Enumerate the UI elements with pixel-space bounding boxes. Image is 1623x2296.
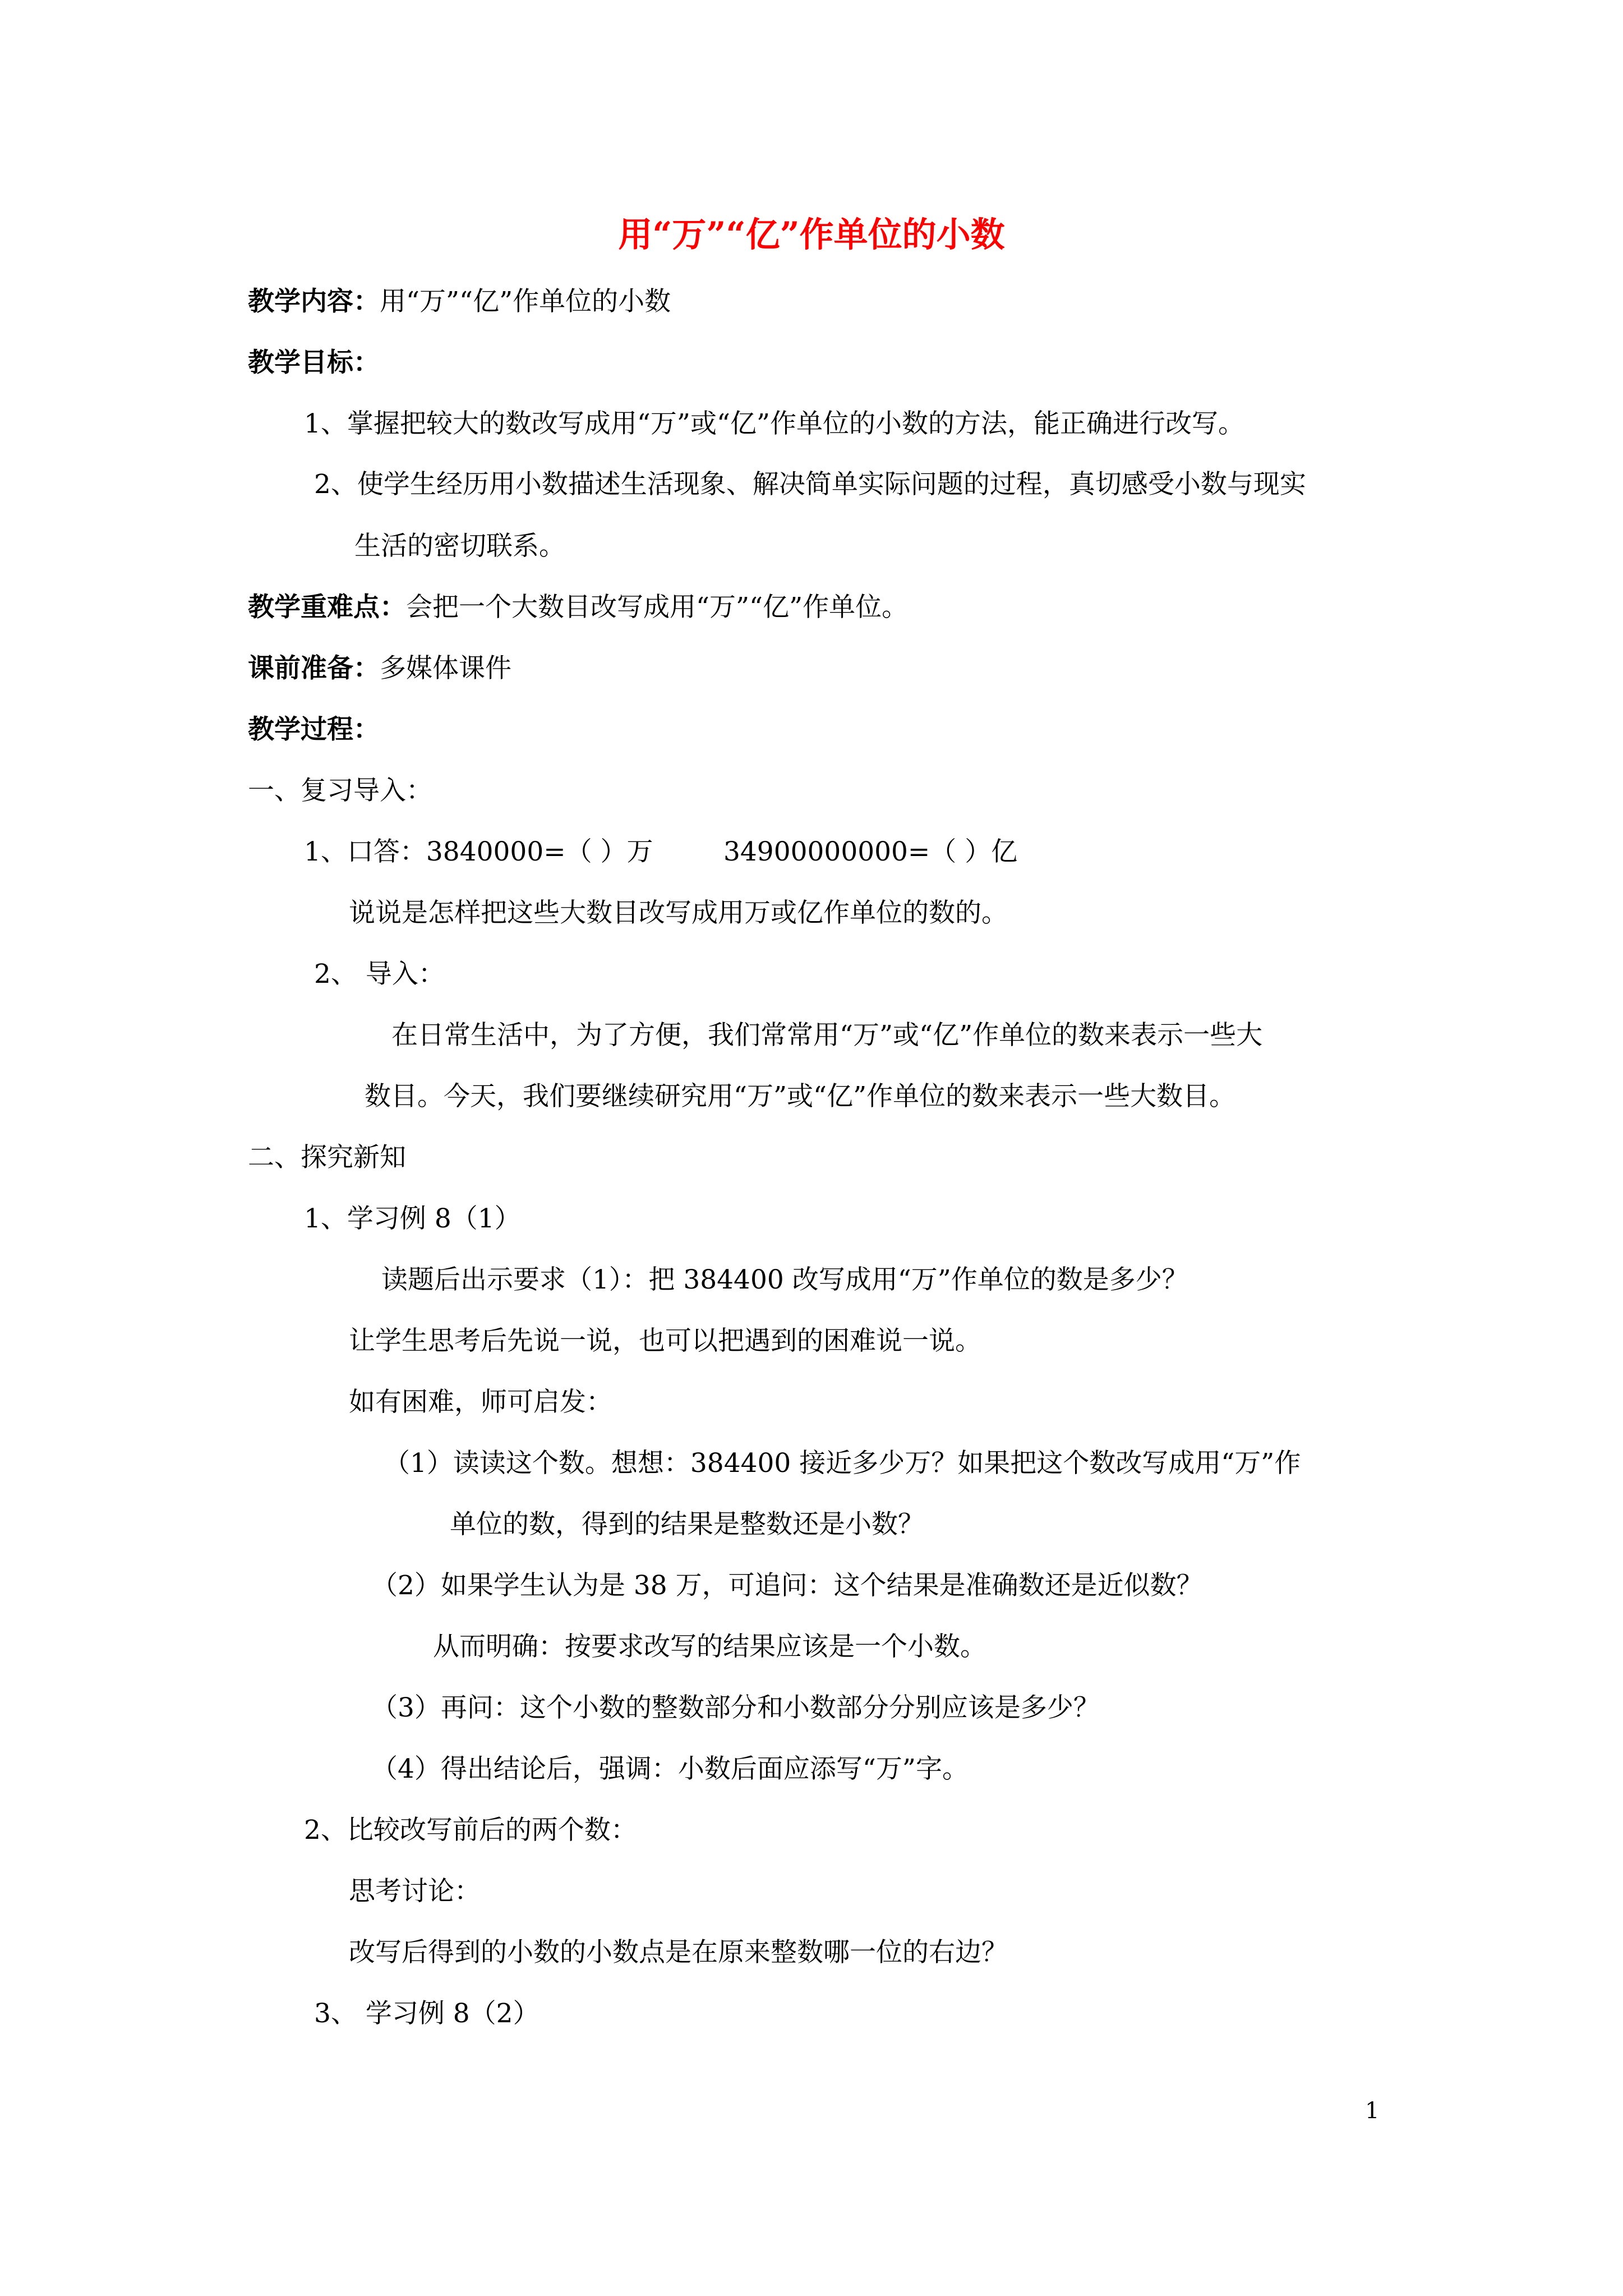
- part2-heading: 二、探究新知: [248, 1142, 406, 1173]
- goal-item-2-line-1: 2、使学生经历用小数描述生活现象、解决简单实际问题的过程，真切感受小数与现实: [314, 469, 1306, 500]
- intro-label: 2、 导入：: [314, 959, 445, 990]
- oral-answer: [304, 835, 653, 869]
- preparation-label: 课前准备：: [248, 653, 380, 684]
- key-points-label: 教学重难点：: [248, 592, 406, 623]
- compare-label: 2、比较改写前后的两个数：: [304, 1815, 637, 1846]
- discuss-question: 改写后得到的小数的小数点是在原来整数哪一位的右边？: [349, 1937, 1008, 1968]
- oral-follow-up: 说说是怎样把这些大数目改写成用万或亿作单位的数的。: [349, 898, 1008, 928]
- teaching-goals-label: 教学目标：: [248, 347, 380, 378]
- intro-line-2: 数目。今天，我们要继续研究用“万”或“亿”作单位的数来表示一些大数目。: [365, 1081, 1236, 1112]
- page-number: 1: [1365, 2098, 1380, 2124]
- teaching-content-text: 用“万”“亿”作单位的小数: [380, 286, 671, 317]
- goal-item-1: 1、掌握把较大的数改写成用“万”或“亿”作单位的小数的方法，能正确进行改写。: [304, 408, 1245, 439]
- preparation-text: 多媒体课件: [380, 653, 511, 684]
- step-3: （3）再问：这个小数的整数部分和小数部分分别应该是多少？: [371, 1692, 1100, 1723]
- document-title: 用“万”“亿”作单位的小数: [618, 215, 1005, 255]
- teaching-content-label: 教学内容：: [248, 286, 380, 317]
- example-2-label: 3、 学习例 8（2）: [314, 1998, 540, 2029]
- example-1-hint: 如有困难，师可启发：: [349, 1387, 612, 1418]
- step-1-line-1: （1）读读这个数。想想：384400 接近多少万？如果把这个数改写成用“万”作: [384, 1448, 1301, 1479]
- key-points: [248, 591, 908, 624]
- part1-heading: 一、复习导入：: [248, 775, 432, 806]
- example-1-think: 让学生思考后先说一说，也可以把遇到的困难说一说。: [349, 1326, 981, 1356]
- example-1-label: 1、学习例 8（1）: [304, 1203, 521, 1234]
- oral-question-1: 3840000=（ ）万: [426, 836, 653, 867]
- intro-line-1: 在日常生活中，为了方便，我们常常用“万”或“亿”作单位的数来表示一些大: [391, 1020, 1263, 1051]
- goal-item-2-line-2: 生活的密切联系。: [354, 531, 565, 562]
- step-2-line-1: （2）如果学生认为是 38 万，可追问：这个结果是准确数还是近似数？: [371, 1570, 1203, 1601]
- teaching-process-label: 教学过程：: [248, 714, 380, 745]
- oral-question-2: 34900000000=（ ）亿: [723, 836, 1018, 867]
- step-4: （4）得出结论后，强调：小数后面应添写“万”字。: [371, 1754, 969, 1784]
- preparation: [248, 652, 511, 685]
- step-2-line-2: 从而明确：按要求改写的结果应该是一个小数。: [433, 1631, 986, 1662]
- step-1-line-2: 单位的数，得到的结果是整数还是小数？: [450, 1509, 924, 1540]
- discuss-label: 思考讨论：: [349, 1876, 481, 1907]
- oral-answer-label: 1、口答：: [304, 836, 426, 867]
- example-1-requirement: 读题后出示要求（1）：把 384400 改写成用“万”作单位的数是多少？: [381, 1264, 1188, 1295]
- key-points-text: 会把一个大数目改写成用“万”“亿”作单位。: [406, 592, 909, 623]
- teaching-content: [248, 285, 671, 319]
